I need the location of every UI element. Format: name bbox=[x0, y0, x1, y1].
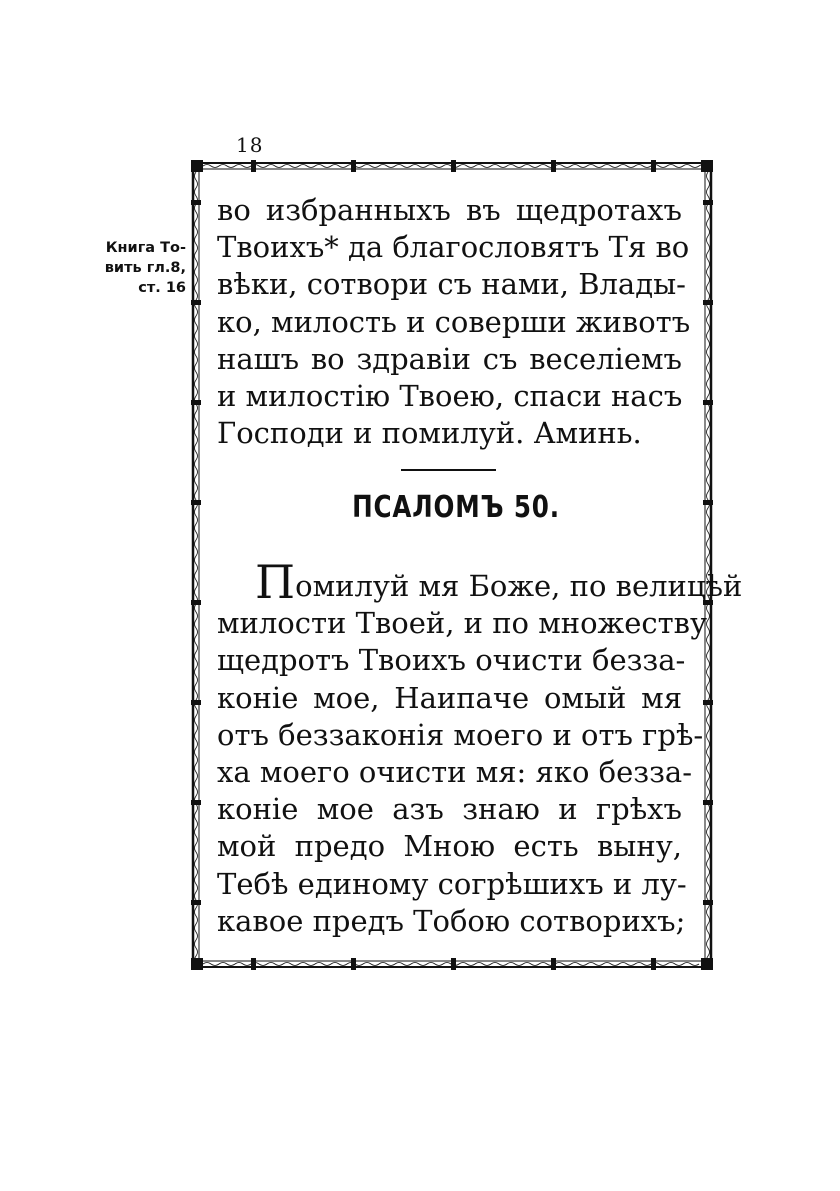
section-divider bbox=[401, 469, 496, 471]
page-number: 18 bbox=[236, 133, 264, 157]
text-line: кавое предъ Тобою сотворихъ; bbox=[217, 903, 686, 938]
text-line: Твоихъ* да благословятъ Тя во bbox=[217, 230, 690, 265]
text-line: вѣки, сотвори съ нами, Влады- bbox=[217, 267, 686, 302]
text-line-first bbox=[217, 555, 743, 609]
text-line: мой предо Мною есть выну, bbox=[217, 829, 682, 864]
margin-note-line: вить гл.8, bbox=[104, 260, 186, 276]
psalm-heading: ПСАЛОМЪ 50. bbox=[352, 490, 560, 525]
text-line: щедротъ Твоихъ очисти безза- bbox=[217, 643, 686, 678]
text-line: ха моего очисти мя: яко безза- bbox=[217, 754, 692, 789]
text-line: и милостію Твоею, спаси насъ bbox=[217, 378, 683, 413]
text-line: ко, милость и соверши животъ bbox=[217, 304, 691, 339]
psalm-text bbox=[217, 555, 743, 940]
margin-note-reference bbox=[102, 238, 186, 298]
text-line: во избранныхъ въ щедротахъ bbox=[217, 193, 682, 227]
text-line: коніе мое, Наипаче омый мя bbox=[217, 680, 682, 715]
text-line: Тебѣ единому согрѣшихъ и лу- bbox=[217, 866, 687, 901]
text-line: Господи и помилуй. Аминь. bbox=[217, 416, 642, 451]
text-line: милости Твоей, и по множеству bbox=[217, 606, 708, 641]
margin-note-line: ст. 16 bbox=[138, 280, 186, 296]
text-line: нашъ во здравіи съ веселіемъ bbox=[217, 341, 682, 376]
margin-note-line: Книга То- bbox=[105, 240, 186, 256]
drop-cap: П bbox=[255, 555, 296, 609]
text-line-rest: омилуй мя Боже, по велицѣй bbox=[295, 569, 743, 603]
prayer-ending-text bbox=[217, 192, 691, 452]
text-line: коніе мое азъ знаю и грѣхъ bbox=[217, 792, 682, 827]
text-line: отъ беззаконія моего и отъ грѣ- bbox=[217, 717, 704, 752]
